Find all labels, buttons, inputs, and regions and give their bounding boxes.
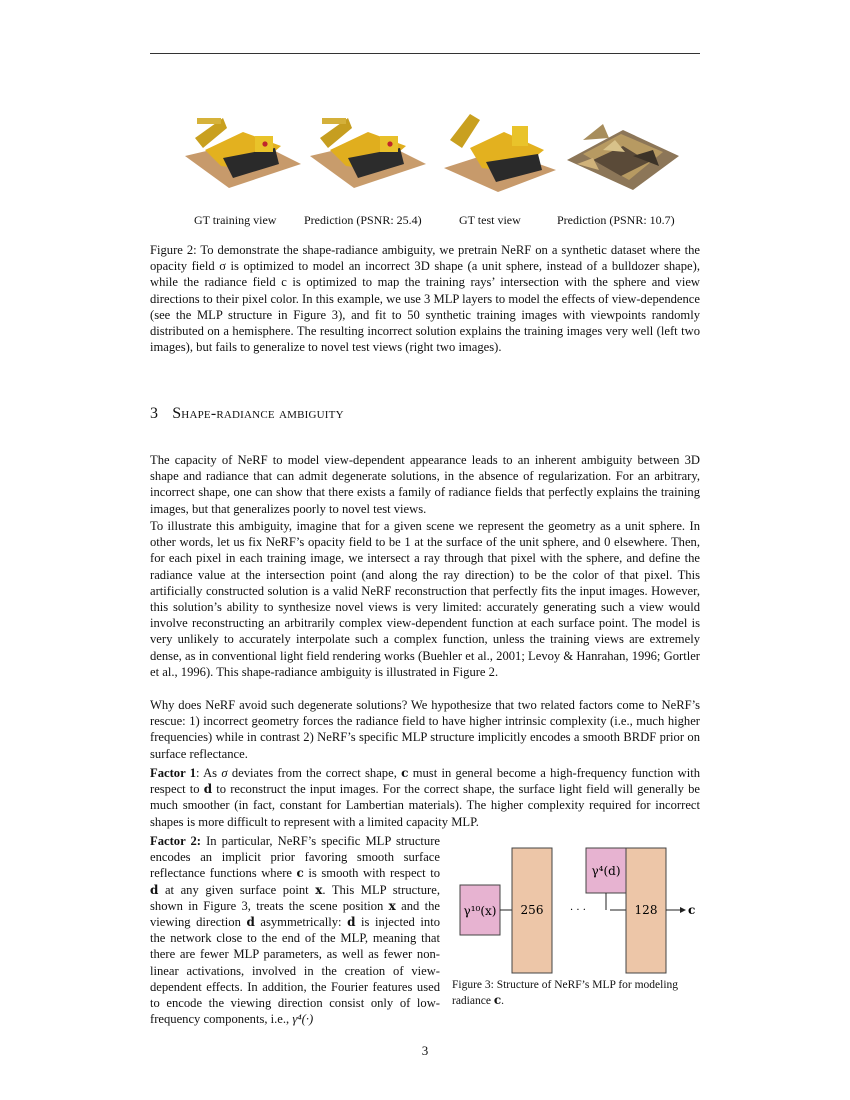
figure-2 xyxy=(150,110,700,230)
factor-1-text-d: to reconstruct the input images. For the correct shape, the surface light field will generally be much smoother (in fact, constant for Lambertian materials). The higher complexity required for incorrect shapes is more difficult to represent with a limited capacity MLP. xyxy=(150,782,700,829)
factor-2-text-c: at any given surface point xyxy=(158,882,316,897)
factor-2-text-b: is smooth with respect to xyxy=(303,866,440,881)
arrow-head xyxy=(680,907,686,913)
figure-2-caption: Figure 2: To demonstrate the shape-radiance ambiguity, we pretrain NeRF on a synthetic dataset where the opacity field σ is optimized to model an incorrect 3D shape (a unit sphere, instead of a bulldozer shape), while the radiance field c is optimized to map the training rays’ intersection with the sphere and view directions to their pixel color. In this example, we use 3 MLP layers to model the effects of view-dependence (see the MLP structure in Figure 3), and fit to 50 synthetic training images with viewpoints randomly distributed on a hemisphere. The resulting incorrect solution explains the training images very well (left two images), but fails to generalize to novel test views (right two images). xyxy=(150,243,700,355)
paragraph-intro: The capacity of NeRF to model view-dependent appearance leads to an inherent ambiguity between 3D shape and radiance that can admit degenerate solutions, in the absence of regularization. For an arbitrary, incorrect shape, one can show that there exists a family of radiance fields that perfectly explains the training images, but that generalizes poorly to novel test views. xyxy=(150,453,700,516)
radiance-symbol: c xyxy=(296,866,304,881)
bulldozer-image-gt-test xyxy=(440,110,560,196)
section-heading xyxy=(150,405,344,423)
factor-2-text-a: In particular, NeRF’s specific MLP structure encodes an implicit prior favoring smooth surface reflectance functions where xyxy=(150,834,441,881)
direction-symbol: d xyxy=(246,915,255,930)
noisy-image-pred-test xyxy=(563,110,683,196)
ellipsis: · · · xyxy=(570,905,586,916)
layer-256-label: 256 xyxy=(520,903,544,917)
factor-2-text-f: asymmetrically: xyxy=(254,915,348,930)
figure-3-caption xyxy=(452,978,702,1009)
radiance-symbol: c xyxy=(493,993,502,1007)
bulldozer-image-pred-train xyxy=(308,110,428,196)
header-rule xyxy=(150,53,700,54)
position-symbol: x xyxy=(315,882,323,897)
factor-1-label: Factor 1 xyxy=(150,766,197,780)
direction-symbol: d xyxy=(203,782,213,797)
paragraph-illustration: To illustrate this ambiguity, imagine that for a given scene we represent the geometry as a unit sphere. In other words, let us fix NeRF’s opacity field to be 1 at the surface of the unit sphere, and 0 elsewhere. Then, for each pixel in each training image, we intersect a ray through that pixel with the sphere, and define the radiance value at the intersection point (and along the ray direction) to be the color of that pixel. This artificially constructed solution is a valid NeRF reconstruction that perfectly fits the input images. However, this solution’s ability to synthesize novel views is very limited: accurately generating such a view would involve reconstructing an arbitrarily complex view-dependent function at each surface point. The model is very unlikely to accurately interpolate such a complex function, unless the training views are extremely dense, as in conventional light field rendering works (Buehler et al., 2001; Levoy & Hanrahan, 1996; Gortler et al., 1996). This shape-radiance ambiguity is illustrated in Figure 2. xyxy=(150,519,700,679)
paragraph-hypothesis: Why does NeRF avoid such degenerate solutions? We hypothesize that two related factors come to NeRF’s rescue: 1) incorrect geometry forces the radiance field to have higher intrinsic complexity (i.e., much higher frequencies) while in contrast 2) NeRF’s specific MLP structure implicitly encodes a smooth BRDF prior on surface reflectance. xyxy=(150,698,700,761)
layer-128-label: 128 xyxy=(634,903,658,917)
input-x-label: γ¹⁰(x) xyxy=(463,904,497,918)
factor-2-text-d: . This MLP structure, shown in Figure 3, treats the scene position xyxy=(150,882,440,913)
radiance-symbol: c xyxy=(401,766,409,780)
factor-1-text-c: must in general become a high-frequency function with respect to xyxy=(150,766,700,797)
output-label: c xyxy=(688,903,696,917)
factor-1-text-a: : As xyxy=(196,766,222,780)
paragraph-factor-1 xyxy=(150,765,700,830)
figure-3-mlp-diagram xyxy=(450,840,700,980)
figure-2-label-gt-train: GT training view xyxy=(194,213,277,227)
factor-2-text-g: is injected into the network close to the end of the MLP, meaning that there are fewer MLP parameters, as well as fewer non-linear activations, involved in the creation of view-dependent effects. In addition, the Fourier features used to encode the viewing direction consist only of low-frequency components, i.e., xyxy=(150,915,440,1027)
sigma-symbol: σ xyxy=(221,766,228,780)
input-d-label: γ⁴(d) xyxy=(591,864,621,878)
direction-symbol: d xyxy=(347,915,356,930)
figure-2-label-pred-train: Prediction (PSNR: 25.4) xyxy=(304,213,422,227)
factor-2-label: Factor 2: xyxy=(150,834,202,848)
direction-symbol: d xyxy=(150,882,159,897)
paragraph-factor-2 xyxy=(150,833,440,1027)
factor-2-text-e: and the viewing direction xyxy=(150,898,440,930)
factor-1-text-b: deviates from the correct shape, xyxy=(227,766,402,780)
figure-3-caption-end: . xyxy=(501,995,505,1007)
section-number: 3 xyxy=(150,405,159,422)
position-symbol: x xyxy=(388,898,396,913)
section-title: Shape-radiance ambiguity xyxy=(172,405,344,422)
gamma-4-symbol: γ⁴(·) xyxy=(292,1012,314,1027)
figure-2-label-pred-test: Prediction (PSNR: 10.7) xyxy=(557,213,675,227)
page-number: 3 xyxy=(421,1043,429,1058)
figure-3-caption-text: Figure 3: Structure of NeRF’s MLP for modeling radiance xyxy=(452,979,679,1007)
bulldozer-image-gt-train xyxy=(183,110,303,196)
figure-2-label-gt-test: GT test view xyxy=(459,213,521,227)
